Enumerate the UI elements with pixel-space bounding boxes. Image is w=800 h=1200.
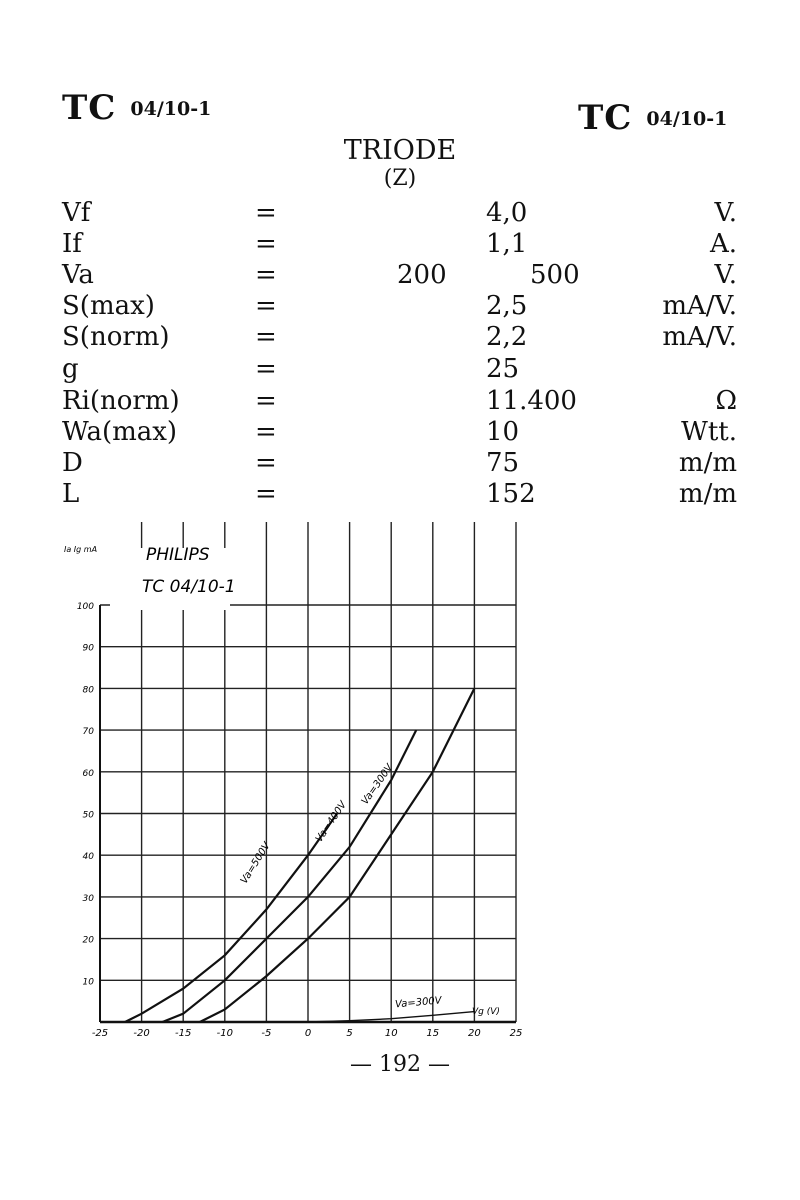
spec-unit: Ω <box>715 386 737 416</box>
spec-value: 2,5 <box>486 291 528 321</box>
spec-unit: mA/V. <box>662 322 737 352</box>
spec-unit: A. <box>709 229 737 259</box>
spec-row-d <box>0 448 800 480</box>
spec-row-g <box>0 354 800 386</box>
spec-unit: mA/V. <box>662 291 737 321</box>
y-tick-label: 10 <box>82 977 94 988</box>
characteristic-chart <box>60 522 530 1052</box>
spec-name: L <box>62 479 80 509</box>
chart-labels <box>77 602 523 1039</box>
x-tick-label: -15 <box>175 1028 192 1039</box>
page-subtitle: (Z) <box>383 166 417 191</box>
spec-name: If <box>62 229 82 259</box>
spec-equals: = <box>255 386 277 416</box>
chart-title: PHILIPS <box>146 545 210 565</box>
series-label: Va=400V <box>313 799 350 845</box>
spec-name: S(max) <box>62 291 155 321</box>
page-title: TRIODE <box>343 135 457 166</box>
x-tick-label: -25 <box>91 1028 109 1039</box>
spec-equals: = <box>255 260 277 290</box>
y-tick-label: 80 <box>82 685 94 696</box>
header-right-code: 04/10-1 <box>646 108 728 130</box>
spec-row-va <box>0 260 800 292</box>
series-label: Va=300V <box>359 762 396 807</box>
x-tick-label: 5 <box>346 1028 353 1039</box>
y-tick-label: 70 <box>82 727 94 738</box>
header-left-code: 04/10-1 <box>130 98 212 120</box>
x-tick-label: 25 <box>509 1028 523 1039</box>
spec-name: D <box>62 448 83 478</box>
spec-name: S(norm) <box>62 322 170 352</box>
spec-name: g <box>62 354 79 384</box>
x-tick-label: 10 <box>384 1028 398 1039</box>
spec-name: Ri(norm) <box>62 386 180 416</box>
x-tick-label: -10 <box>216 1028 233 1039</box>
spec-name: Wa(max) <box>62 417 178 447</box>
series-label: Va=500V <box>238 840 273 886</box>
spec-unit: m/m <box>678 448 737 478</box>
chart-xlabel: Vg (V) <box>472 1007 500 1017</box>
spec-equals: = <box>255 229 277 259</box>
header-right <box>578 98 727 138</box>
y-tick-label: 30 <box>82 893 94 904</box>
x-tick-label: -20 <box>133 1028 150 1039</box>
chart-ylabel: Ia Ig mA <box>64 545 98 554</box>
spec-row-ri <box>0 386 800 418</box>
y-tick-label: 50 <box>82 810 94 821</box>
spec-unit: m/m <box>678 479 737 509</box>
x-tick-label: 20 <box>468 1028 481 1039</box>
spec-row-vf <box>0 198 800 230</box>
spec-equals: = <box>255 417 277 447</box>
page-number: — 192 — <box>350 1052 450 1077</box>
series-label: Va=300V <box>394 995 443 1011</box>
spec-name: Vf <box>62 198 91 228</box>
spec-row-l <box>0 479 800 511</box>
series-line <box>125 814 337 1023</box>
chart-subtitle: TC 04/10-1 <box>142 577 236 597</box>
x-tick-label: 0 <box>304 1028 312 1039</box>
spec-equals: = <box>255 291 277 321</box>
y-tick-label: 90 <box>82 643 94 654</box>
header-left-type: TC <box>62 88 117 128</box>
y-tick-label: 60 <box>82 768 94 779</box>
spec-row-wa <box>0 417 800 449</box>
spec-row-smax <box>0 291 800 323</box>
spec-value: 10 <box>486 417 520 447</box>
x-tick-label: -5 <box>261 1028 272 1039</box>
spec-value: 4,0 <box>486 198 528 228</box>
spec-equals: = <box>255 479 277 509</box>
spec-unit: Wtt. <box>681 417 737 447</box>
spec-value: 1,1 <box>486 229 528 259</box>
spec-equals: = <box>255 448 277 478</box>
spec-value: 75 <box>486 448 520 478</box>
spec-row-snorm <box>0 322 800 354</box>
spec-value-a: 200 <box>397 260 447 290</box>
spec-unit: V. <box>714 260 737 290</box>
y-tick-label: 40 <box>82 852 94 863</box>
spec-equals: = <box>255 354 277 384</box>
x-tick-label: 15 <box>426 1028 440 1039</box>
header-left <box>62 88 211 128</box>
spec-unit: V. <box>714 198 737 228</box>
spec-equals: = <box>255 198 277 228</box>
header-right-type: TC <box>578 98 633 138</box>
spec-equals: = <box>255 322 277 352</box>
spec-value: 25 <box>486 354 520 384</box>
spec-value: 11.400 <box>486 386 577 416</box>
spec-row-if <box>0 229 800 261</box>
spec-name: Va <box>62 260 94 290</box>
spec-value: 2,2 <box>486 322 528 352</box>
y-tick-label: 100 <box>76 602 94 612</box>
y-tick-label: 20 <box>82 935 94 946</box>
spec-value: 152 <box>486 479 536 509</box>
spec-value-b: 500 <box>530 260 580 290</box>
